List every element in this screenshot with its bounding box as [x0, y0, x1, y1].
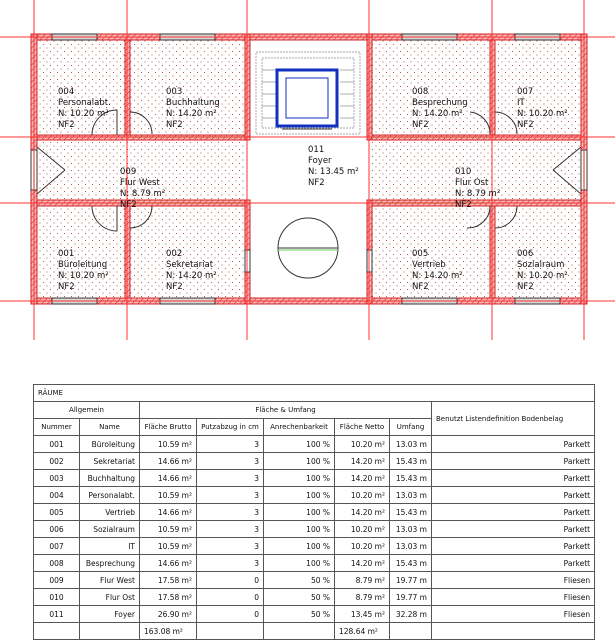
column-header-belag: Benutzt Listendefinition Bodenbelag — [432, 402, 595, 436]
cell-umfang: 32.28 m — [390, 606, 432, 623]
cell-nummer: 007 — [34, 538, 80, 555]
cell-nummer: 008 — [34, 555, 80, 572]
cell-putz: 3 — [197, 470, 264, 487]
cell-umfang: 15.43 m — [390, 470, 432, 487]
cell-anrech: 100 % — [264, 504, 335, 521]
cell-putz: 3 — [197, 436, 264, 453]
cell-anrech: 100 % — [264, 521, 335, 538]
room-label-008: 008 Besprechung N: 14.20 m² NF2 — [412, 87, 468, 130]
cell-anrech: 50 % — [264, 589, 335, 606]
cell-name: Besprechung — [80, 555, 140, 572]
cell-name: Vertrieb — [80, 504, 140, 521]
room-label-002: 002 Sekretariat N: 14.20 m² NF2 — [166, 249, 217, 292]
room-label-011: 011 Foyer N: 13.45 m² NF2 — [308, 145, 359, 188]
cell-name: Personalabt. — [80, 487, 140, 504]
table-row — [34, 487, 595, 504]
table-row — [34, 538, 595, 555]
table-row — [34, 470, 595, 487]
cell-anrech: 100 % — [264, 555, 335, 572]
cell-name: Buchhaltung — [80, 470, 140, 487]
cell-brutto: 14.66 m² — [140, 453, 197, 470]
cell-netto: 10.20 m² — [335, 436, 390, 453]
column-header: Name — [80, 419, 140, 436]
cell-brutto: 14.66 m² — [140, 555, 197, 572]
cell-brutto: 14.66 m² — [140, 470, 197, 487]
column-header: Nummer — [34, 419, 80, 436]
cell-putz: 3 — [197, 504, 264, 521]
cell-umfang: 19.77 m — [390, 572, 432, 589]
cell-belag: Parkett — [432, 487, 595, 504]
cell-empty — [432, 623, 595, 640]
column-header: Umfang — [390, 419, 432, 436]
cell-name: Foyer — [80, 606, 140, 623]
cell-netto: 8.79 m² — [335, 572, 390, 589]
cell-brutto: 10.59 m² — [140, 521, 197, 538]
room-label-001: 001 Büroleitung N: 10.20 m² NF2 — [58, 249, 109, 292]
cell-anrech: 100 % — [264, 538, 335, 555]
cell-umfang: 15.43 m — [390, 504, 432, 521]
cell-putz: 0 — [197, 606, 264, 623]
cell-nummer: 002 — [34, 453, 80, 470]
elevator — [277, 70, 337, 129]
cell-empty — [80, 623, 140, 640]
table-total-row — [34, 623, 595, 640]
cell-putz: 3 — [197, 521, 264, 538]
rooms-table — [33, 384, 595, 640]
cell-empty — [197, 623, 264, 640]
cell-umfang: 19.77 m — [390, 589, 432, 606]
cell-total_netto: 128.64 m² — [335, 623, 390, 640]
cell-nummer: 009 — [34, 572, 80, 589]
room-label-010: 010 Flur Ost N: 8.79 m² NF2 — [455, 167, 501, 210]
group-header-allgemein: Allgemein — [34, 402, 140, 419]
cell-netto: 8.79 m² — [335, 589, 390, 606]
cell-name: Flur West — [80, 572, 140, 589]
cell-netto: 14.20 m² — [335, 470, 390, 487]
cell-belag: Parkett — [432, 436, 595, 453]
cell-belag: Parkett — [432, 555, 595, 572]
cell-umfang: 13.03 m — [390, 521, 432, 538]
room-label-005: 005 Vertrieb N: 14.20 m² NF2 — [412, 249, 463, 292]
table-row — [34, 436, 595, 453]
cell-brutto: 14.66 m² — [140, 504, 197, 521]
cell-belag: Parkett — [432, 538, 595, 555]
cell-netto: 10.20 m² — [335, 521, 390, 538]
cell-anrech: 100 % — [264, 436, 335, 453]
cell-netto: 14.20 m² — [335, 453, 390, 470]
cell-belag: Parkett — [432, 521, 595, 538]
cell-anrech: 100 % — [264, 453, 335, 470]
room-label-006: 006 Sozialraum N: 10.20 m² NF2 — [517, 249, 568, 292]
cell-nummer: 001 — [34, 436, 80, 453]
cell-brutto: 10.59 m² — [140, 487, 197, 504]
cell-belag: Parkett — [432, 453, 595, 470]
cell-name: IT — [80, 538, 140, 555]
cell-belag: Fliesen — [432, 606, 595, 623]
table-row — [34, 572, 595, 589]
column-header: Fläche Brutto — [140, 419, 197, 436]
column-header: Anrechenbarkeit — [264, 419, 335, 436]
cell-netto: 10.20 m² — [335, 487, 390, 504]
group-header-flaeche: Fläche & Umfang — [140, 402, 432, 419]
cell-umfang: 15.43 m — [390, 453, 432, 470]
cell-nummer: 003 — [34, 470, 80, 487]
cell-nummer: 010 — [34, 589, 80, 606]
cell-netto: 14.20 m² — [335, 504, 390, 521]
cell-anrech: 100 % — [264, 470, 335, 487]
cell-brutto: 26.90 m² — [140, 606, 197, 623]
cell-umfang: 15.43 m — [390, 555, 432, 572]
cell-brutto: 10.59 m² — [140, 436, 197, 453]
cell-belag: Parkett — [432, 504, 595, 521]
room-label-003: 003 Buchhaltung N: 14.20 m² NF2 — [166, 87, 220, 130]
table-row — [34, 504, 595, 521]
cell-putz: 3 — [197, 538, 264, 555]
cell-netto: 13.45 m² — [335, 606, 390, 623]
cell-empty — [34, 623, 80, 640]
cell-nummer: 005 — [34, 504, 80, 521]
room-label-009: 009 Flur West N: 8.79 m² NF2 — [120, 167, 166, 210]
cell-name: Büroleitung — [80, 436, 140, 453]
column-header: Putzabzug in cm — [197, 419, 264, 436]
cell-umfang: 13.03 m — [390, 436, 432, 453]
cell-putz: 3 — [197, 453, 264, 470]
cell-empty — [390, 623, 432, 640]
cell-belag: Fliesen — [432, 572, 595, 589]
cell-putz: 3 — [197, 487, 264, 504]
table-row — [34, 606, 595, 623]
room-label-007: 007 IT N: 10.20 m² NF2 — [517, 87, 568, 130]
cell-umfang: 13.03 m — [390, 487, 432, 504]
table-row — [34, 521, 595, 538]
cell-putz: 0 — [197, 589, 264, 606]
cell-name: Flur Ost — [80, 589, 140, 606]
table-title: RÄUME — [34, 385, 595, 402]
cell-putz: 0 — [197, 572, 264, 589]
cell-name: Sekretariat — [80, 453, 140, 470]
cell-total_brutto: 163.08 m² — [140, 623, 197, 640]
cell-umfang: 13.03 m — [390, 538, 432, 555]
cell-brutto: 10.59 m² — [140, 538, 197, 555]
cell-belag: Parkett — [432, 470, 595, 487]
column-header: Fläche Netto — [335, 419, 390, 436]
table-row — [34, 589, 595, 606]
table-row — [34, 453, 595, 470]
cell-anrech: 50 % — [264, 606, 335, 623]
cell-nummer: 011 — [34, 606, 80, 623]
cell-nummer: 004 — [34, 487, 80, 504]
table-row — [34, 555, 595, 572]
room-label-004: 004 Personalabt. N: 10.20 m² NF2 — [58, 87, 111, 130]
cell-netto: 14.20 m² — [335, 555, 390, 572]
cell-putz: 3 — [197, 555, 264, 572]
cell-anrech: 100 % — [264, 487, 335, 504]
cell-belag: Fliesen — [432, 589, 595, 606]
cell-brutto: 17.58 m² — [140, 572, 197, 589]
cell-name: Sozialraum — [80, 521, 140, 538]
cell-nummer: 006 — [34, 521, 80, 538]
cell-empty — [264, 623, 335, 640]
cell-brutto: 17.58 m² — [140, 589, 197, 606]
cell-anrech: 50 % — [264, 572, 335, 589]
cell-netto: 10.20 m² — [335, 538, 390, 555]
